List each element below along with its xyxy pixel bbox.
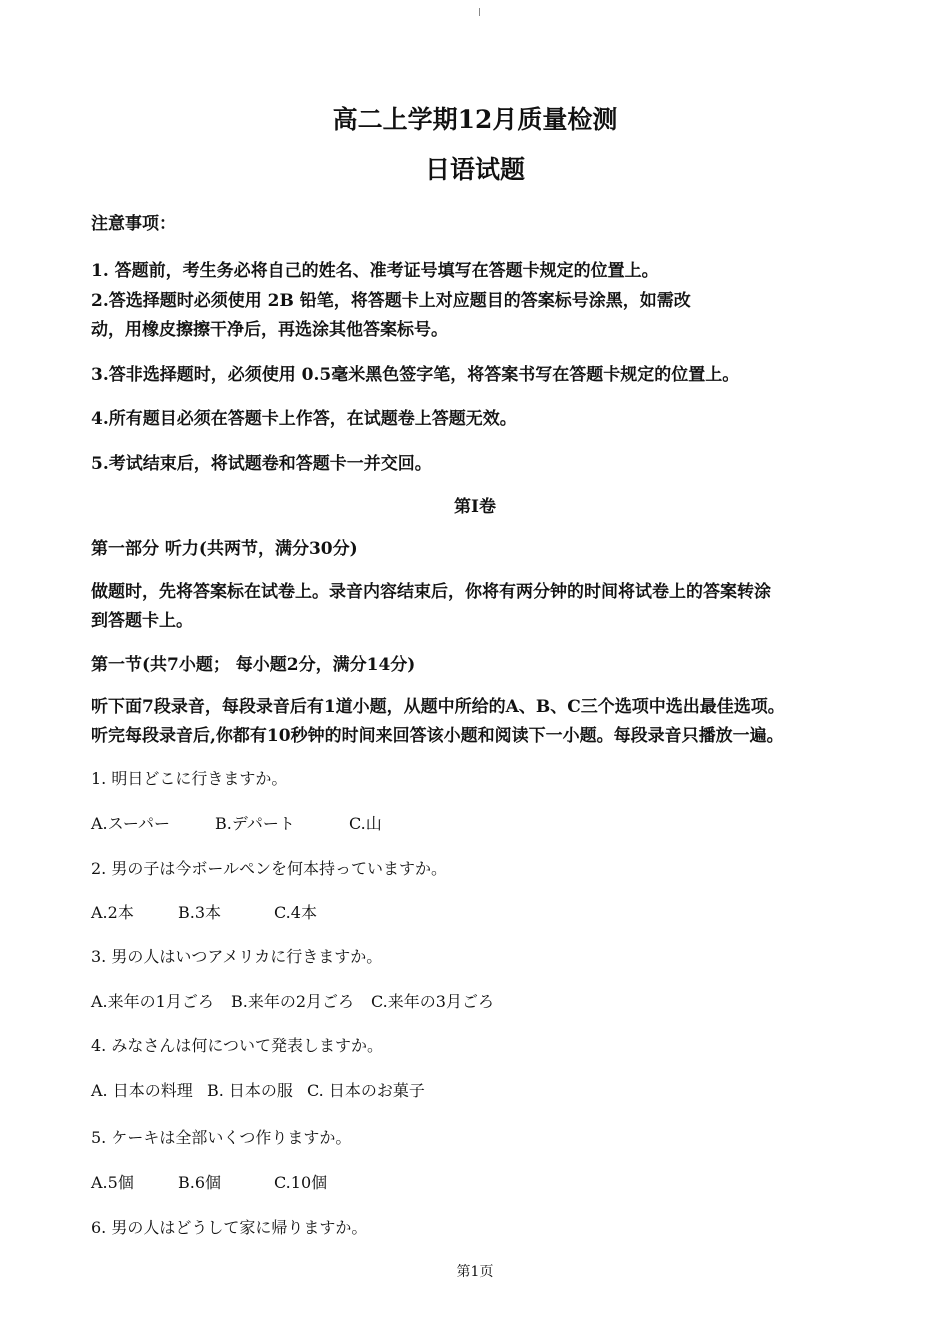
header-mark (479, 8, 480, 16)
page-subtitle: 日语试题 (424, 155, 525, 184)
question-4-options (91, 1078, 425, 1101)
section1-instruction-line-1: 听下面7段录音，每段录音后有1道小题，从题中所给的A、B、C三个选项中选出最佳选项。 (91, 697, 785, 717)
section1-heading: 第一节(共7小题； 每小题2分，满分14分) (91, 655, 416, 675)
option-b: B.来年の2月ごろ (231, 992, 355, 1011)
page-title: 高二上学期12月质量检测 (332, 105, 618, 134)
option-c: C.10個 (274, 1173, 328, 1192)
notice-item-2-line-2: 动，用橡皮擦擦干净后，再选涂其他答案标号。 (91, 320, 448, 340)
section1-instruction-line-2: 听完每段录音后,你都有10秒钟的时间来回答该小题和阅读下一小题。每段录音只播放一遍。 (91, 726, 784, 746)
notice-item-2-line-1: 2.答选择题时必须使用 2B 铅笔，将答题卡上对应题目的答案标号涂黑，如需改 (91, 291, 691, 311)
question-5: 5. ケーキは全部いくつ作りますか。 (91, 1128, 352, 1147)
question-1-options (91, 811, 382, 834)
notice-heading: 注意事项： (91, 214, 176, 234)
option-b: B.3本 (178, 903, 222, 922)
part1-heading: 第一部分 听力(共两节，满分30分) (91, 539, 358, 559)
part1-instruction-line-1: 做题时，先将答案标在试卷上。录音内容结束后，你将有两分钟的时间将试卷上的答案转涂 (91, 582, 771, 602)
volume-heading: 第Ⅰ卷 (454, 497, 496, 517)
question-5-options (91, 1170, 327, 1193)
question-4: 4. みなさんは何について発表しますか。 (91, 1036, 384, 1055)
question-3: 3. 男の人はいつアメリカに行きますか。 (91, 947, 383, 966)
option-c: C.山 (349, 814, 382, 833)
option-b: B.デパート (215, 814, 295, 833)
notice-item-4: 4.所有题目必须在答题卡上作答，在试题卷上答题无效。 (91, 409, 517, 429)
question-2-options (91, 900, 317, 923)
option-b: B. 日本の服 (207, 1081, 293, 1100)
option-c: C.4本 (274, 903, 317, 922)
option-a: A. 日本の料理 (91, 1081, 193, 1100)
option-b: B.6個 (178, 1173, 222, 1192)
question-2: 2. 男の子は今ボールペンを何本持っていますか。 (91, 859, 448, 878)
question-3-options (91, 989, 494, 1012)
notice-item-1: 1. 答题前，考生务必将自己的姓名、准考证号填写在答题卡规定的位置上。 (91, 261, 659, 281)
option-a: A.スーパー (91, 814, 171, 833)
part1-instruction-line-2: 到答题卡上。 (91, 611, 193, 631)
option-a: A.来年の1月ごろ (91, 992, 214, 1011)
option-a: A.5個 (91, 1173, 134, 1192)
question-1: 1. 明日どこに行きますか。 (91, 769, 288, 788)
option-c: C.来年の3月ごろ (371, 992, 494, 1011)
page-number: 第1页 (456, 1264, 494, 1280)
option-c: C. 日本のお菓子 (307, 1081, 425, 1100)
notice-item-5: 5.考试结束后，将试题卷和答题卡一并交回。 (91, 454, 432, 474)
option-a: A.2本 (91, 903, 134, 922)
question-6: 6. 男の人はどうして家に帰りますか。 (91, 1218, 368, 1237)
notice-item-3: 3.答非选择题时，必须使用 0.5毫米黑色签字笔，将答案书写在答题卡规定的位置上。 (91, 365, 740, 385)
